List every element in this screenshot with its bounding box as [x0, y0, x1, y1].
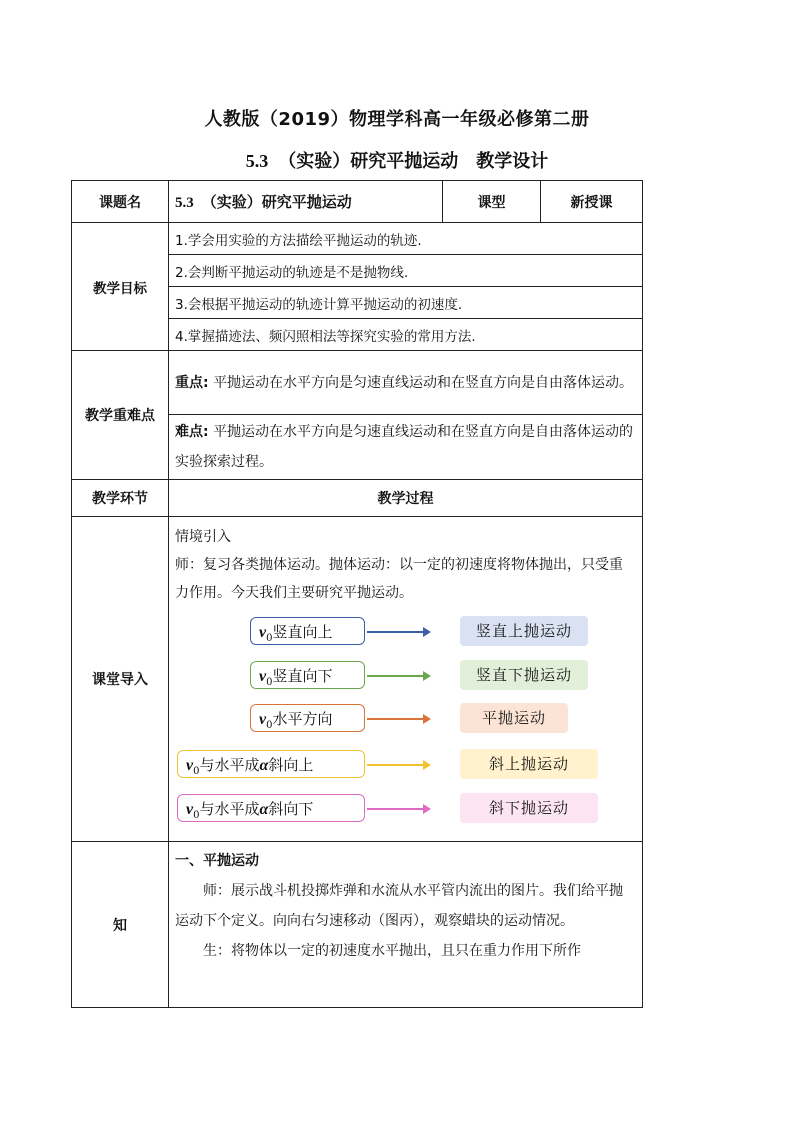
intro-row	[72, 517, 643, 842]
type-value: 新授课	[541, 181, 643, 223]
key-point-text: 平抛运动在水平方向是匀速直线运动和在竖直方向是自由落体运动。	[213, 374, 634, 391]
subtitle-number: 5.3	[245, 151, 269, 171]
intro-text: 师：复习各类抛体运动。抛体运动：以一定的初速度将物体抛出，只受重力作用。今天我们主要研究平抛运动。	[175, 557, 623, 601]
result-box: 平抛运动	[460, 703, 568, 733]
condition-box: $v_0$与水平成α斜向下	[177, 794, 365, 822]
intro-cell	[169, 517, 643, 842]
knowledge-label: 知	[72, 842, 169, 1008]
difficulty-tag: 难点:	[175, 424, 209, 440]
result-box: 竖直上抛运动	[460, 616, 588, 646]
knowledge-paragraph: 生：将物体以一定的初速度水平抛出，且只在重力作用下所作	[203, 943, 581, 959]
type-label: 课型	[443, 181, 541, 223]
process-label: 教学过程	[169, 480, 643, 517]
topic-value	[169, 181, 443, 223]
document-title: 人教版（2019）物理学科高一年级必修第二册	[204, 109, 590, 130]
goal-item: 1.学会用实验的方法描绘平抛运动的轨迹.	[169, 223, 643, 255]
difficulty-text: 平抛运动在水平方向是匀速直线运动和在竖直方向是自由落体运动的实验探索过程。	[175, 424, 634, 470]
goal-item: 2.会判断平抛运动的轨迹是不是抛物线.	[169, 255, 643, 287]
projectile-types-diagram	[175, 615, 636, 837]
condition-box: $v_0$竖直向下	[250, 661, 365, 689]
intro-label: 课堂导入	[72, 517, 169, 842]
result-box: 竖直下抛运动	[460, 660, 588, 690]
condition-box: $v_0$竖直向上	[250, 617, 365, 645]
topic-row	[72, 181, 643, 223]
result-box: 斜上抛运动	[460, 749, 598, 779]
condition-box: $v_0$水平方向	[250, 704, 365, 732]
knowledge-row	[72, 842, 643, 1008]
key-point-row	[72, 351, 643, 415]
arrow-icon	[367, 675, 425, 677]
document-subtitle	[0, 147, 794, 173]
lesson-plan-table	[71, 180, 643, 1008]
arrow-icon	[367, 631, 425, 633]
knowledge-heading: 一、平抛运动	[175, 853, 259, 869]
condition-box: $v_0$与水平成α斜向上	[177, 750, 365, 778]
topic-text: （实验）研究平抛运动	[201, 193, 352, 211]
phase-label: 教学环节	[72, 480, 169, 517]
result-box: 斜下抛运动	[460, 793, 598, 823]
goal-row	[72, 223, 643, 255]
key-point-cell	[169, 351, 643, 415]
intro-heading: 情境引入	[175, 529, 231, 545]
knowledge-cell	[169, 842, 643, 1008]
arrow-icon	[367, 718, 425, 720]
arrow-icon	[367, 764, 425, 766]
subtitle-text: （实验）研究平抛运动 教学设计	[278, 151, 549, 172]
goal-item: 4.掌握描迹法、频闪照相法等探究实验的常用方法.	[169, 319, 643, 351]
difficulty-cell	[169, 415, 643, 480]
phase-header-row	[72, 480, 643, 517]
key-point-tag: 重点:	[175, 374, 209, 391]
key-difficulty-label: 教学重难点	[72, 351, 169, 480]
goal-item: 3.会根据平抛运动的轨迹计算平抛运动的初速度.	[169, 287, 643, 319]
arrow-icon	[367, 808, 425, 810]
topic-number: 5.3	[175, 195, 194, 211]
topic-label: 课题名	[72, 181, 169, 223]
knowledge-paragraph: 师：展示战斗机投掷炸弹和水流从水平管内流出的图片。我们给平抛运动下个定义。向向右匀速移动（图丙），观察蜡块的运动情况。	[175, 883, 623, 929]
goals-label: 教学目标	[72, 223, 169, 351]
